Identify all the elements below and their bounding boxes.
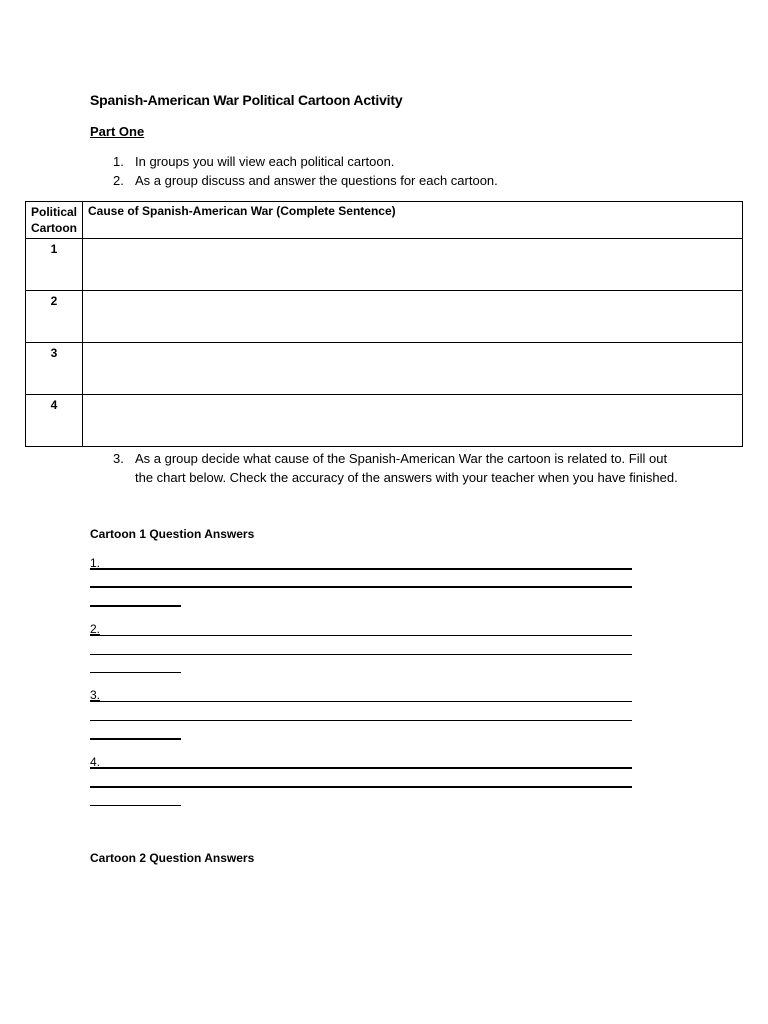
cause-answer-cell[interactable] bbox=[83, 239, 743, 291]
question-number: 3. bbox=[90, 688, 101, 702]
table-header-row bbox=[26, 202, 743, 239]
cartoon-number-cell: 3 bbox=[26, 343, 83, 395]
cartoon-number-cell: 2 bbox=[26, 291, 83, 343]
cause-answer-cell[interactable] bbox=[83, 343, 743, 395]
instruction-number: 1. bbox=[113, 154, 124, 169]
answer-line[interactable] bbox=[90, 701, 632, 702]
answer-line[interactable] bbox=[90, 786, 632, 788]
question-number: 2. bbox=[90, 622, 101, 636]
instruction-item bbox=[113, 154, 394, 169]
answer-line-short[interactable] bbox=[90, 805, 181, 806]
table-row bbox=[26, 239, 743, 291]
cause-answer-cell[interactable] bbox=[83, 395, 743, 447]
cartoon-1-heading: Cartoon 1 Question Answers bbox=[90, 527, 255, 541]
instruction-number: 3. bbox=[113, 451, 124, 466]
instruction-number: 2. bbox=[113, 173, 124, 188]
cartoon-number-cell: 1 bbox=[26, 239, 83, 291]
instruction-text: In groups you will view each political cartoon. bbox=[135, 154, 395, 169]
answer-line-short[interactable] bbox=[90, 738, 181, 740]
answer-line[interactable] bbox=[90, 767, 632, 769]
table-row bbox=[26, 395, 743, 447]
cartoon-2-heading: Cartoon 2 Question Answers bbox=[90, 851, 255, 865]
answer-line[interactable] bbox=[90, 720, 632, 721]
political-cartoon-header: Political Cartoon bbox=[26, 202, 83, 239]
causes-table bbox=[25, 201, 743, 447]
instruction-item bbox=[113, 173, 498, 188]
answer-line[interactable] bbox=[90, 586, 632, 588]
cartoon-number-cell: 4 bbox=[26, 395, 83, 447]
answer-line[interactable] bbox=[90, 635, 632, 636]
answer-line[interactable] bbox=[90, 654, 632, 655]
question-number: 1. bbox=[90, 556, 101, 570]
instruction-text: As a group discuss and answer the questions for each cartoon. bbox=[135, 173, 498, 188]
answer-line-short[interactable] bbox=[90, 605, 181, 607]
cause-answer-cell[interactable] bbox=[83, 291, 743, 343]
answer-line-short[interactable] bbox=[90, 672, 181, 673]
question-number: 4. bbox=[90, 755, 101, 769]
table-row bbox=[26, 343, 743, 395]
answer-line[interactable] bbox=[90, 568, 632, 570]
page-title: Spanish-American War Political Cartoon Activity bbox=[90, 92, 403, 108]
instruction-item bbox=[113, 449, 683, 487]
cause-header: Cause of Spanish-American War (Complete Sentence) bbox=[83, 202, 743, 239]
instruction-text: As a group decide what cause of the Spanish-American War the cartoon is related to. Fill out the chart below. Check the accuracy of the answers with your teacher when you have finished. bbox=[135, 451, 678, 485]
table-row bbox=[26, 291, 743, 343]
part-heading: Part One bbox=[90, 124, 145, 139]
